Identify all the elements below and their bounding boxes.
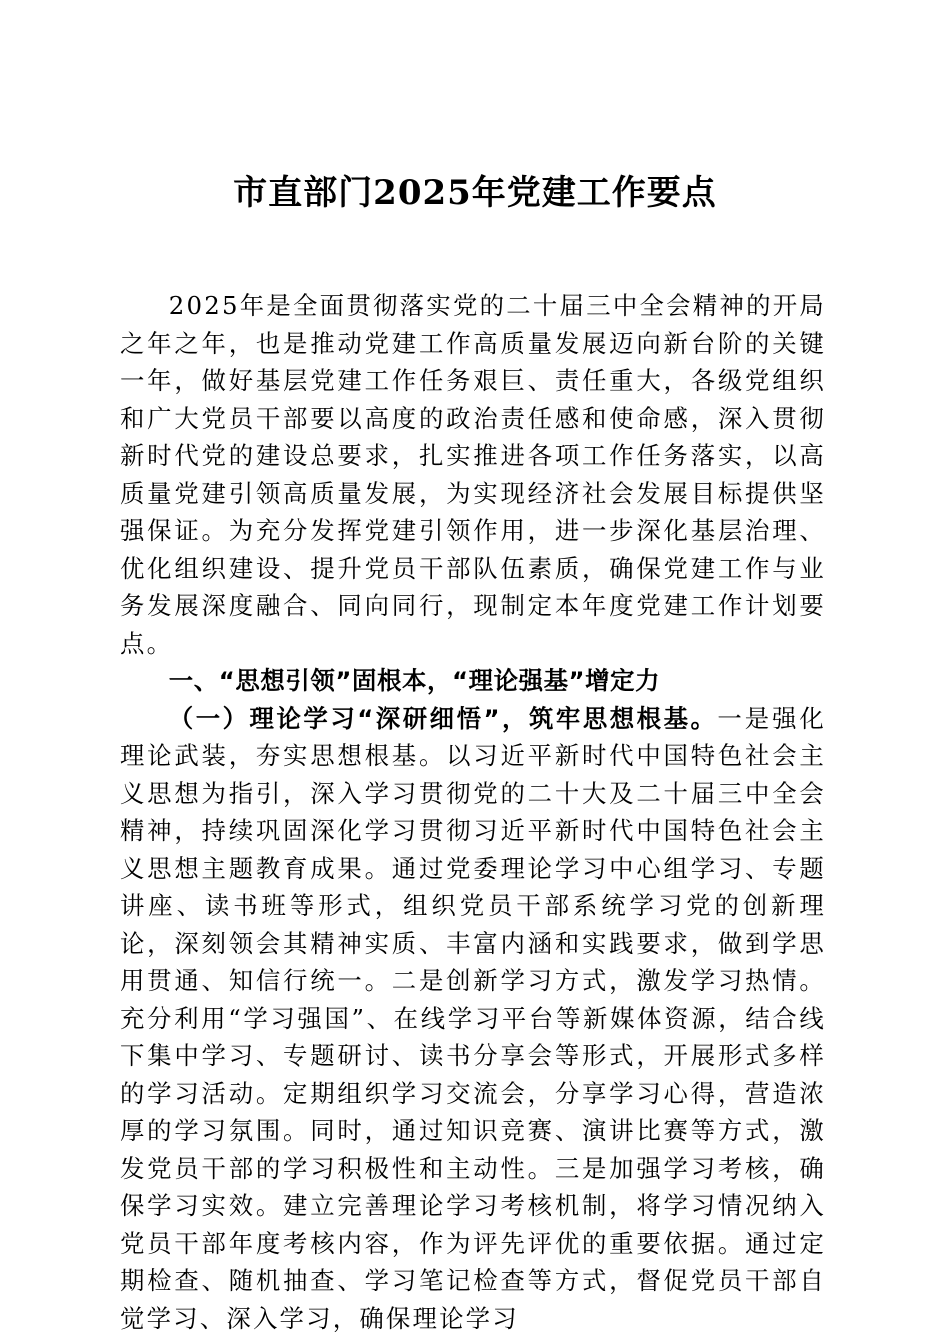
- document-body: [120, 287, 826, 1337]
- subsection-body: 一是强化理论武装，夯实思想根基。以习近平新时代中国特色社会主义思想为指引，深入学习贯彻党的二十大及二十届三中全会精神，持续巩固深化学习贯彻习近平新时代中国特色社会主义思想主题教育成果。通过党委理论学习中心组学习、专题讲座、读书班等形式，组织党员干部系统学习党的创新理论，深刻领会其精神实质、丰富内涵和实践要求，做到学思用贯通、知信行统一。二是创新学习方式，激发学习热情。充分利用“学习强国”、在线学习平台等新媒体资源，结合线下集中学习、专题研讨、读书分享会等形式，开展形式多样的学习活动。定期组织学习交流会，分享学习心得，营造浓厚的学习氛围。同时，通过知识竞赛、演讲比赛等方式，激发党员干部的学习积极性和主动性。三是加强学习考核，确保学习实效。建立完善理论学习考核机制，将学习情况纳入党员干部年度考核内容，作为评先评优的重要依据。通过定期检查、随机抽查、学习笔记检查等方式，督促党员干部自觉学习、深入学习，确保理论学习: [120, 703, 826, 1333]
- document-title: 市直部门2025年党建工作要点: [233, 173, 717, 213]
- subsection-heading: （一）理论学习“深研细悟”，筑牢思想根基。: [168, 703, 718, 733]
- intro-paragraph: 2025年是全面贯彻落实党的二十届三中全会精神的开局之年之年，也是推动党建工作高质量发展迈向新台阶的关键一年，做好基层党建工作任务艰巨、责任重大，各级党组织和广大党员干部要以高度的政治责任感和使命感，深入贯彻新时代党的建设总要求，扎实推进各项工作任务落实，以高质量党建引领高质量发展，为实现经济社会发展目标提供坚强保证。为充分发挥党建引领作用，进一步深化基层治理、优化组织建设、提升党员干部队伍素质，确保党建工作与业务发展深度融合、同向同行，现制定本年度党建工作计划要点。: [120, 291, 826, 658]
- subsection-paragraph: [120, 700, 826, 1338]
- section-heading: 一、“思想引领”固根本，“理论强基”增定力: [168, 666, 661, 695]
